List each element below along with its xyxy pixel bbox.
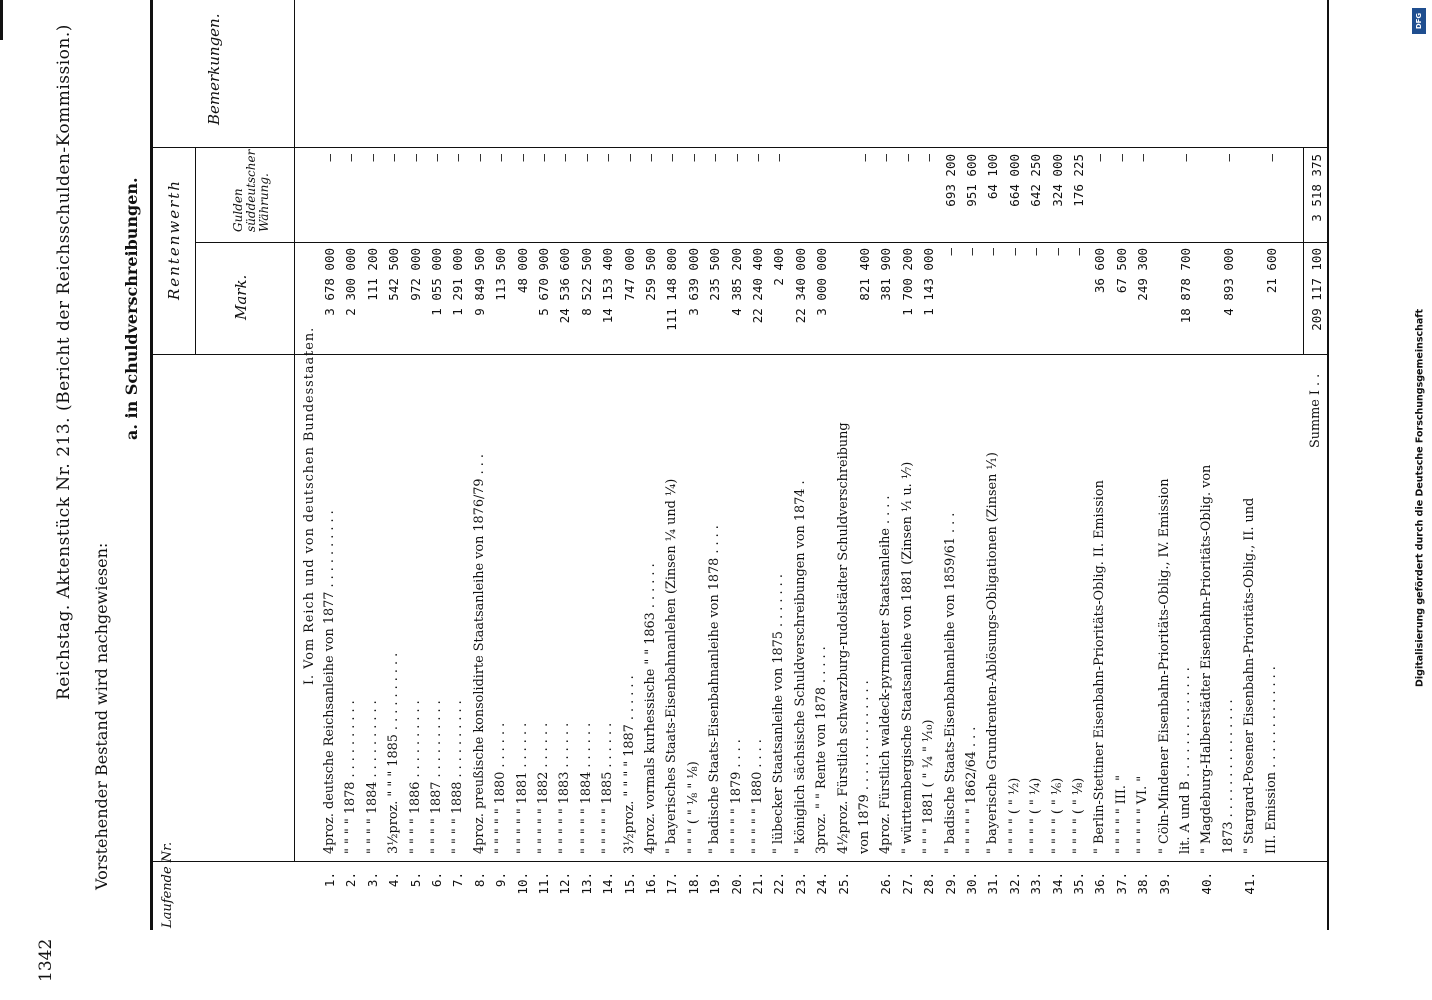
row-mark-value: 1 700 200: [899, 248, 915, 316]
row-mark-value: —: [985, 248, 1001, 256]
row-number: 25.: [835, 872, 851, 895]
col-remarks-header: Bemerkungen.: [205, 13, 223, 125]
row-mark-value: 8 522 500: [578, 248, 594, 316]
row-mark-value: 111 200: [364, 248, 380, 301]
row-number: 2.: [343, 872, 359, 888]
row-number: 29.: [942, 872, 958, 895]
row-mark-value: 3 639 000: [685, 248, 701, 316]
sum-rule: [1303, 148, 1304, 355]
dfg-logo-text: DFG: [1415, 12, 1423, 30]
row-gulden-value: —: [1113, 154, 1129, 162]
row-gulden-value: —: [921, 154, 937, 162]
row-gulden-value: —: [450, 154, 466, 162]
row-description: " Berlin-Stettiner Eisenbahn-Prioritäts-Oblig. II. Emission: [1092, 480, 1108, 854]
row-number: 21.: [750, 872, 765, 895]
row-description: " " " " ( " ⅙): [1049, 777, 1065, 854]
row-gulden-value: —: [1220, 154, 1236, 162]
row-gulden-value: —: [407, 154, 423, 162]
row-description: " " " " " 1885 . . . . . .: [600, 722, 616, 854]
row-mark-value: 821 400: [857, 248, 872, 301]
row-mark-value: 18 878 700: [1178, 248, 1193, 324]
row-mark-value: 9 849 500: [471, 248, 487, 316]
intro-text: Vorstehender Bestand wird nachgewiesen:: [92, 542, 111, 890]
header-rule: [294, 0, 295, 862]
row-description: " Stargard-Posener Eisenbahn-Prioritäts-Oblig., II. und: [1242, 497, 1258, 854]
row-description: " " " " " 1881 . . . . . .: [514, 722, 530, 854]
row-gulden-value: —: [1135, 154, 1151, 162]
row-description: " " " 1881 ( " ¼ " ⅒): [921, 719, 937, 854]
row-gulden-value: —: [1263, 154, 1279, 162]
row-mark-value: 22 240 400: [750, 248, 765, 324]
sum-gulden: 3 518 375: [1309, 154, 1324, 222]
row-mark-value: —: [1071, 248, 1086, 256]
row-description: " " " " 1887 . . . . . . . . . .: [429, 700, 444, 854]
row-gulden-value: —: [1178, 154, 1193, 162]
row-description: " Cöln-Mindener Eisenbahn-Prioritäts-Oblig., IV. Emission: [1156, 478, 1172, 854]
row-description: " " " " 1884 . . . . . . . . . .: [364, 700, 380, 854]
row-mark-value: 259 500: [643, 248, 658, 301]
row-description: " Magdeburg-Halberstädter Eisenbahn-Prioritäts-Oblig. von: [1199, 464, 1215, 854]
row-number: 41.: [1242, 872, 1258, 895]
row-description: III. Emission . . . . . . . . . . . . .: [1263, 666, 1279, 854]
row-description: 3½proz. " " " 1885 . . . . . . . . . .: [386, 652, 402, 854]
table-top-rule: [150, 0, 153, 930]
row-number: 7.: [450, 872, 466, 888]
row-number: 34.: [1049, 872, 1065, 895]
row-description: von 1879 . . . . . . . . . . . . . .: [857, 680, 872, 854]
row-gulden-value: —: [557, 154, 573, 162]
section-heading: a. in Schuldverschreibungen.: [122, 177, 141, 440]
row-description: " " " " " 1884 . . . . . .: [578, 722, 594, 854]
row-number: 19.: [707, 872, 723, 895]
row-number: 5.: [407, 872, 423, 888]
row-number: 30.: [964, 872, 979, 895]
row-mark-value: 111 148 800: [664, 248, 680, 331]
row-gulden-value: —: [493, 154, 509, 162]
row-gulden-value: 693 200: [942, 154, 958, 207]
row-description: 4proz. preußische konsolidirte Staatsanleihe von 1876/79 . . .: [471, 454, 487, 854]
row-mark-value: 249 300: [1135, 248, 1151, 301]
row-gulden-value: —: [471, 154, 487, 162]
row-mark-value: 542 500: [386, 248, 402, 301]
row-mark-value: 3 000 000: [814, 248, 830, 316]
row-description: " " " " 1878 . . . . . . . . . .: [343, 700, 359, 854]
col-gulden-rule: [150, 147, 1327, 148]
row-number: 27.: [899, 872, 915, 895]
row-number: 40.: [1199, 872, 1215, 895]
row-mark-value: 2 400: [771, 248, 787, 286]
row-gulden-value: —: [643, 154, 658, 162]
row-mark-value: 3 678 000: [322, 248, 337, 316]
row-mark-value: 4 893 000: [1220, 248, 1236, 316]
row-gulden-value: —: [707, 154, 723, 162]
row-number: 1.: [322, 872, 337, 888]
row-number: 13.: [578, 872, 594, 895]
col-no-rule: [150, 861, 1327, 862]
row-description: lit. A und B . . . . . . . . . . . . . .: [1178, 667, 1193, 854]
row-number: 14.: [600, 872, 616, 895]
row-mark-value: —: [964, 248, 979, 256]
row-number: 6.: [429, 872, 444, 888]
row-description: 4½proz. Fürstlich schwarzburg-rudolstädter Schuldverschreibung: [835, 422, 851, 854]
row-gulden-value: —: [771, 154, 787, 162]
row-gulden-value: —: [857, 154, 872, 162]
row-mark-value: 22 340 000: [792, 248, 808, 324]
col-rentenwerth-header: Rentenwerth: [165, 179, 183, 300]
row-gulden-value: —: [536, 154, 551, 162]
row-number: 9.: [493, 872, 509, 888]
row-number: 31.: [985, 872, 1001, 895]
row-mark-value: 747 000: [621, 248, 637, 301]
row-description: " bayerische Grundrenten-Ablösungs-Obligationen (Zinsen ¹⁄₁): [985, 452, 1001, 854]
row-number: 10.: [514, 872, 530, 895]
row-number: 39.: [1156, 872, 1172, 895]
col-desc-rule: [150, 354, 1327, 355]
row-number: 32.: [1006, 872, 1022, 895]
row-gulden-value: 642 250: [1028, 154, 1044, 207]
row-description: " bayerisches Staats-Eisenbahnanlehen (Zinsen ¼ und ¼): [664, 478, 680, 854]
row-description: 4proz. Fürstlich waldeck-pyrmonter Staatsanleihe . . . .: [878, 495, 894, 854]
row-mark-value: 5 670 900: [536, 248, 551, 316]
row-gulden-value: —: [343, 154, 359, 162]
row-number: 15.: [621, 872, 637, 895]
row-description: " königlich sächsische Schuldverschreibungen von 1874 .: [792, 480, 808, 854]
row-description: 3proz. " " Rente von 1878 . . . . .: [814, 646, 830, 854]
dfg-logo: [1412, 8, 1426, 34]
row-description: 4proz. vormals kurhessische " " 1863 . . . . . .: [643, 563, 658, 854]
row-description: " " " " " 1880 . . . .: [750, 739, 765, 854]
row-description: " " " " " VI. ": [1135, 775, 1151, 854]
row-description: " " " " " 1862/64 . . .: [964, 726, 979, 854]
row-number: 17.: [664, 872, 680, 895]
row-number: 26.: [878, 872, 894, 895]
row-mark-value: 1 291 000: [450, 248, 466, 316]
sum-label: Summe I . .: [1308, 373, 1323, 448]
row-mark-value: 21 600: [1263, 248, 1279, 294]
row-description: " " " " " III. ": [1113, 775, 1129, 854]
row-gulden-value: —: [750, 154, 765, 162]
page-number: 1342: [36, 938, 56, 982]
row-gulden-value: 951 600: [964, 154, 979, 207]
row-description: " " " " 1886 . . . . . . . . . .: [407, 700, 423, 854]
row-mark-value: 1 055 000: [429, 248, 444, 316]
row-number: 23.: [792, 872, 808, 895]
row-number: 16.: [643, 872, 658, 895]
row-gulden-value: —: [899, 154, 915, 162]
row-number: 38.: [1135, 872, 1151, 895]
row-mark-value: 67 500: [1113, 248, 1129, 294]
row-number: 28.: [921, 872, 937, 895]
digitization-note-text: Digitalisierung gefördert durch die Deutsche Forschungsgemeinschaft: [1414, 309, 1426, 687]
row-mark-value: —: [1006, 248, 1022, 256]
row-gulden-value: —: [386, 154, 402, 162]
rentenwerth-rule: [195, 148, 196, 355]
row-mark-value: 113 500: [493, 248, 509, 301]
row-mark-value: 14 153 400: [600, 248, 616, 324]
row-mark-value: 36 600: [1092, 248, 1108, 294]
row-number: 35.: [1071, 872, 1086, 895]
row-number: 37.: [1113, 872, 1129, 895]
row-description: " " " " " 1880 . . . . . .: [493, 722, 509, 854]
row-description: " badische Staats-Eisenbahnanleihe von 1878 . . . .: [707, 525, 723, 854]
row-gulden-value: —: [578, 154, 594, 162]
row-description: " " " " ( " ½): [1006, 777, 1022, 854]
row-gulden-value: —: [878, 154, 894, 162]
row-gulden-value: —: [621, 154, 637, 162]
col-gulden-header: Gulden süddeutscher Währung.: [231, 149, 271, 232]
row-description: " " " " " 1879 . . . .: [728, 739, 744, 854]
row-description: " württembergische Staatsanleihe von 1881 (Zinsen ¹⁄₁ u. ¹⁄₇): [899, 461, 915, 854]
row-number: 8.: [471, 872, 487, 888]
col-mark-rule: [195, 242, 1327, 243]
row-description: " " " " ( " ⅛): [1071, 777, 1086, 854]
col-mark-header: Mark.: [232, 274, 250, 320]
table-bottom-rule: [1327, 0, 1329, 930]
row-number: 12.: [557, 872, 573, 895]
row-description: " " " " " 1882 . . . . . .: [536, 722, 551, 854]
row-mark-value: 2 300 000: [343, 248, 359, 316]
row-number: 11.: [536, 872, 551, 895]
row-number: 20.: [728, 872, 744, 895]
row-description: " " " ( " ⅛ " ⅛): [685, 761, 701, 854]
row-number: 36.: [1092, 872, 1108, 895]
row-number: 3.: [364, 872, 380, 888]
row-gulden-value: —: [514, 154, 530, 162]
row-gulden-value: 664 000: [1006, 154, 1022, 207]
row-description: " badische Staats-Eisenbahnanleihe von 1859/61 . . .: [942, 512, 958, 854]
row-gulden-value: —: [1092, 154, 1108, 162]
row-gulden-value: —: [728, 154, 744, 162]
row-mark-value: 4 385 200: [728, 248, 744, 316]
row-gulden-value: —: [364, 154, 380, 162]
row-mark-value: —: [1028, 248, 1044, 256]
row-number: 4.: [386, 872, 402, 888]
section-title: I. Vom Reich und von deutschen Bundesstaaten.: [302, 326, 317, 685]
row-mark-value: 972 000: [407, 248, 423, 301]
row-description: 3½proz. " " " " 1887 . . . . . .: [621, 675, 637, 854]
row-gulden-value: —: [685, 154, 701, 162]
row-description: " " " " " 1883 . . . . . .: [557, 722, 573, 854]
row-gulden-value: —: [600, 154, 616, 162]
row-description: " lübecker Staatsanleihe von 1875 . . . . . . .: [771, 574, 787, 854]
sum-mark: 209 117 100: [1309, 248, 1324, 331]
col-no-header: Laufende Nr.: [160, 841, 175, 928]
row-description: " " " " 1888 . . . . . . . . . .: [450, 700, 466, 854]
row-mark-value: 235 500: [707, 248, 723, 301]
row-number: 22.: [771, 872, 787, 895]
row-description: " " " " ( " ¼): [1028, 777, 1044, 854]
row-mark-value: 1 143 000: [921, 248, 937, 316]
row-mark-value: 48 000: [514, 248, 530, 294]
row-mark-value: 24 536 600: [557, 248, 573, 324]
row-gulden-value: —: [429, 154, 444, 162]
row-description: 1873 . . . . . . . . . . . . . . .: [1220, 699, 1236, 854]
row-gulden-value: —: [322, 154, 337, 162]
page-header: Reichstag. Aktenstück Nr. 213. (Bericht der Reichsschulden-Kommission.): [54, 24, 74, 700]
digitization-note: [1410, 8, 1430, 988]
row-number: 18.: [685, 872, 701, 895]
row-mark-value: —: [942, 248, 958, 256]
row-gulden-value: —: [664, 154, 680, 162]
row-gulden-value: 324 000: [1049, 154, 1065, 207]
row-description: 4proz. deutsche Reichsanleihe von 1877 . . . . . . . . . .: [322, 510, 337, 854]
row-gulden-value: 64 100: [985, 154, 1001, 200]
row-mark-value: —: [1049, 248, 1065, 256]
row-number: 24.: [814, 872, 830, 895]
row-gulden-value: 176 225: [1071, 154, 1086, 207]
row-mark-value: 381 900: [878, 248, 894, 301]
row-number: 33.: [1028, 872, 1044, 895]
